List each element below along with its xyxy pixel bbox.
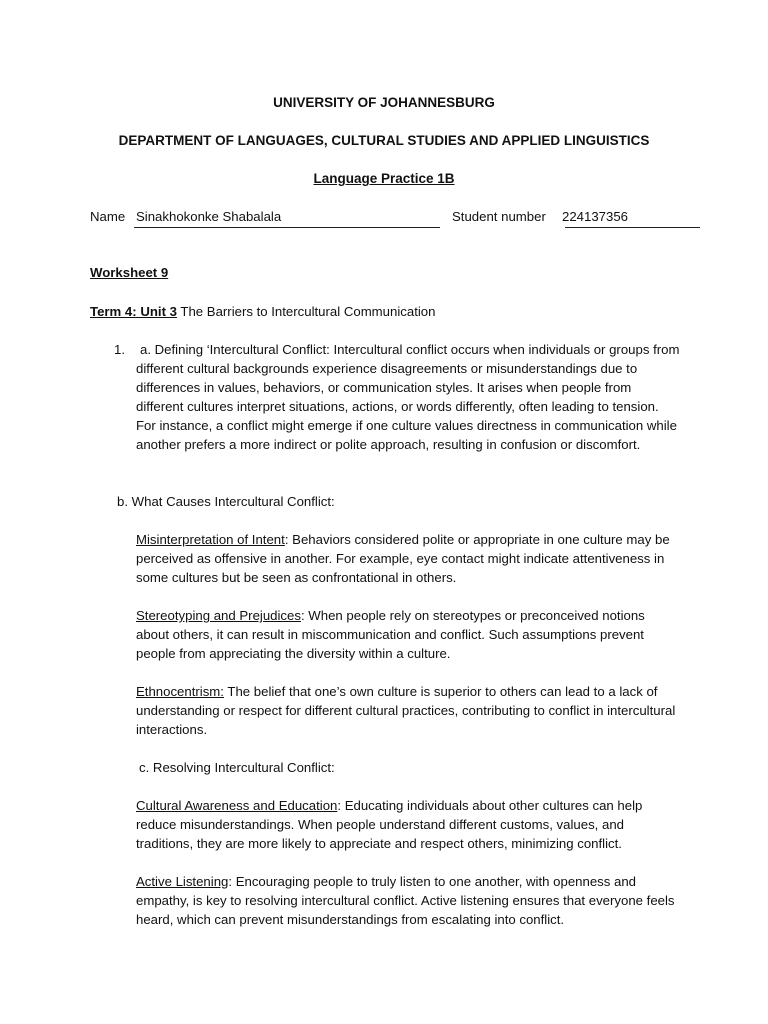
section-a-text: a. Defining ‘Intercultural Conflict: Intercultural conflict occurs when individuals or groups from different cultural backgrounds experience disagreements or misunderstandings due to differences in values, behaviors, or communication styles. It arises when people from different cultures interpret situations, actions, or words differently, often leading to tension. For instance, a conflict might emerge if one culture values directness in communication while another prefers a more indirect or polite approach, resulting in confusion or discomfort. bbox=[136, 342, 680, 452]
student-number-underline bbox=[565, 209, 700, 228]
item-term: Ethnocentrism: bbox=[136, 684, 224, 699]
unit-line bbox=[90, 302, 435, 321]
list-item bbox=[136, 796, 681, 853]
item-separator: : bbox=[300, 608, 305, 623]
list-item bbox=[136, 872, 681, 929]
university-heading: UNIVERSITY OF JOHANNESBURG bbox=[273, 95, 495, 110]
course-heading: Language Practice 1B bbox=[313, 171, 455, 186]
item-term: Active Listening bbox=[136, 874, 229, 889]
item-separator: : bbox=[337, 798, 342, 813]
item-text: Behaviors considered polite or appropriate in one culture may be perceived as offensive in another. For example, eye contact might indicate attentiveness in some cultures but be seen as confrontational in others. bbox=[136, 532, 670, 585]
name-underline bbox=[134, 209, 440, 228]
item-text: When people rely on stereotypes or preconceived notions about others, it can result in miscommunication and conflict. Such assumptions prevent people from appreciating the diversity within a culture. bbox=[136, 608, 645, 661]
name-value: Sinakhokonke Shabalala bbox=[136, 209, 282, 224]
worksheet-title: Worksheet 9 bbox=[90, 265, 169, 280]
student-number-value: 224137356 bbox=[562, 209, 629, 224]
student-number-label: Student number bbox=[452, 209, 546, 224]
item-separator: : bbox=[284, 532, 289, 547]
item-text: The belief that one’s own culture is superior to others can lead to a lack of understanding or respect for different cultural practices, contributing to conflict in intercultural interactions. bbox=[136, 684, 676, 737]
section-b-heading: b. What Causes Intercultural Conflict: bbox=[117, 494, 335, 509]
item-term: Stereotyping and Prejudices bbox=[136, 608, 301, 623]
list-marker: 1. bbox=[114, 342, 125, 357]
section-c-heading: c. Resolving Intercultural Conflict: bbox=[139, 760, 335, 775]
unit-term: Term 4: Unit 3 bbox=[90, 304, 177, 319]
department-heading: DEPARTMENT OF LANGUAGES, CULTURAL STUDIES AND APPLIED LINGUISTICS bbox=[118, 133, 650, 148]
name-label: Name bbox=[90, 209, 126, 224]
unit-title: The Barriers to Intercultural Communication bbox=[176, 304, 436, 319]
list-item bbox=[136, 530, 681, 587]
list-item bbox=[136, 606, 681, 663]
list-item bbox=[136, 682, 681, 739]
item-term: Misinterpretation of Intent bbox=[136, 532, 285, 547]
section-a-paragraph bbox=[136, 340, 681, 454]
item-separator: : bbox=[228, 874, 233, 889]
item-text: Educating individuals about other cultures can help reduce misunderstandings. When people understand different customs, values, and traditions, they are more likely to appreciate and respect others, minimizing conflict. bbox=[136, 798, 643, 851]
item-text: Encouraging people to truly listen to one another, with openness and empathy, is key to resolving intercultural conflict. Active listening ensures that everyone feels heard, which can prevent misunderstandings from escalating into conflict. bbox=[136, 874, 675, 927]
item-term: Cultural Awareness and Education bbox=[136, 798, 338, 813]
